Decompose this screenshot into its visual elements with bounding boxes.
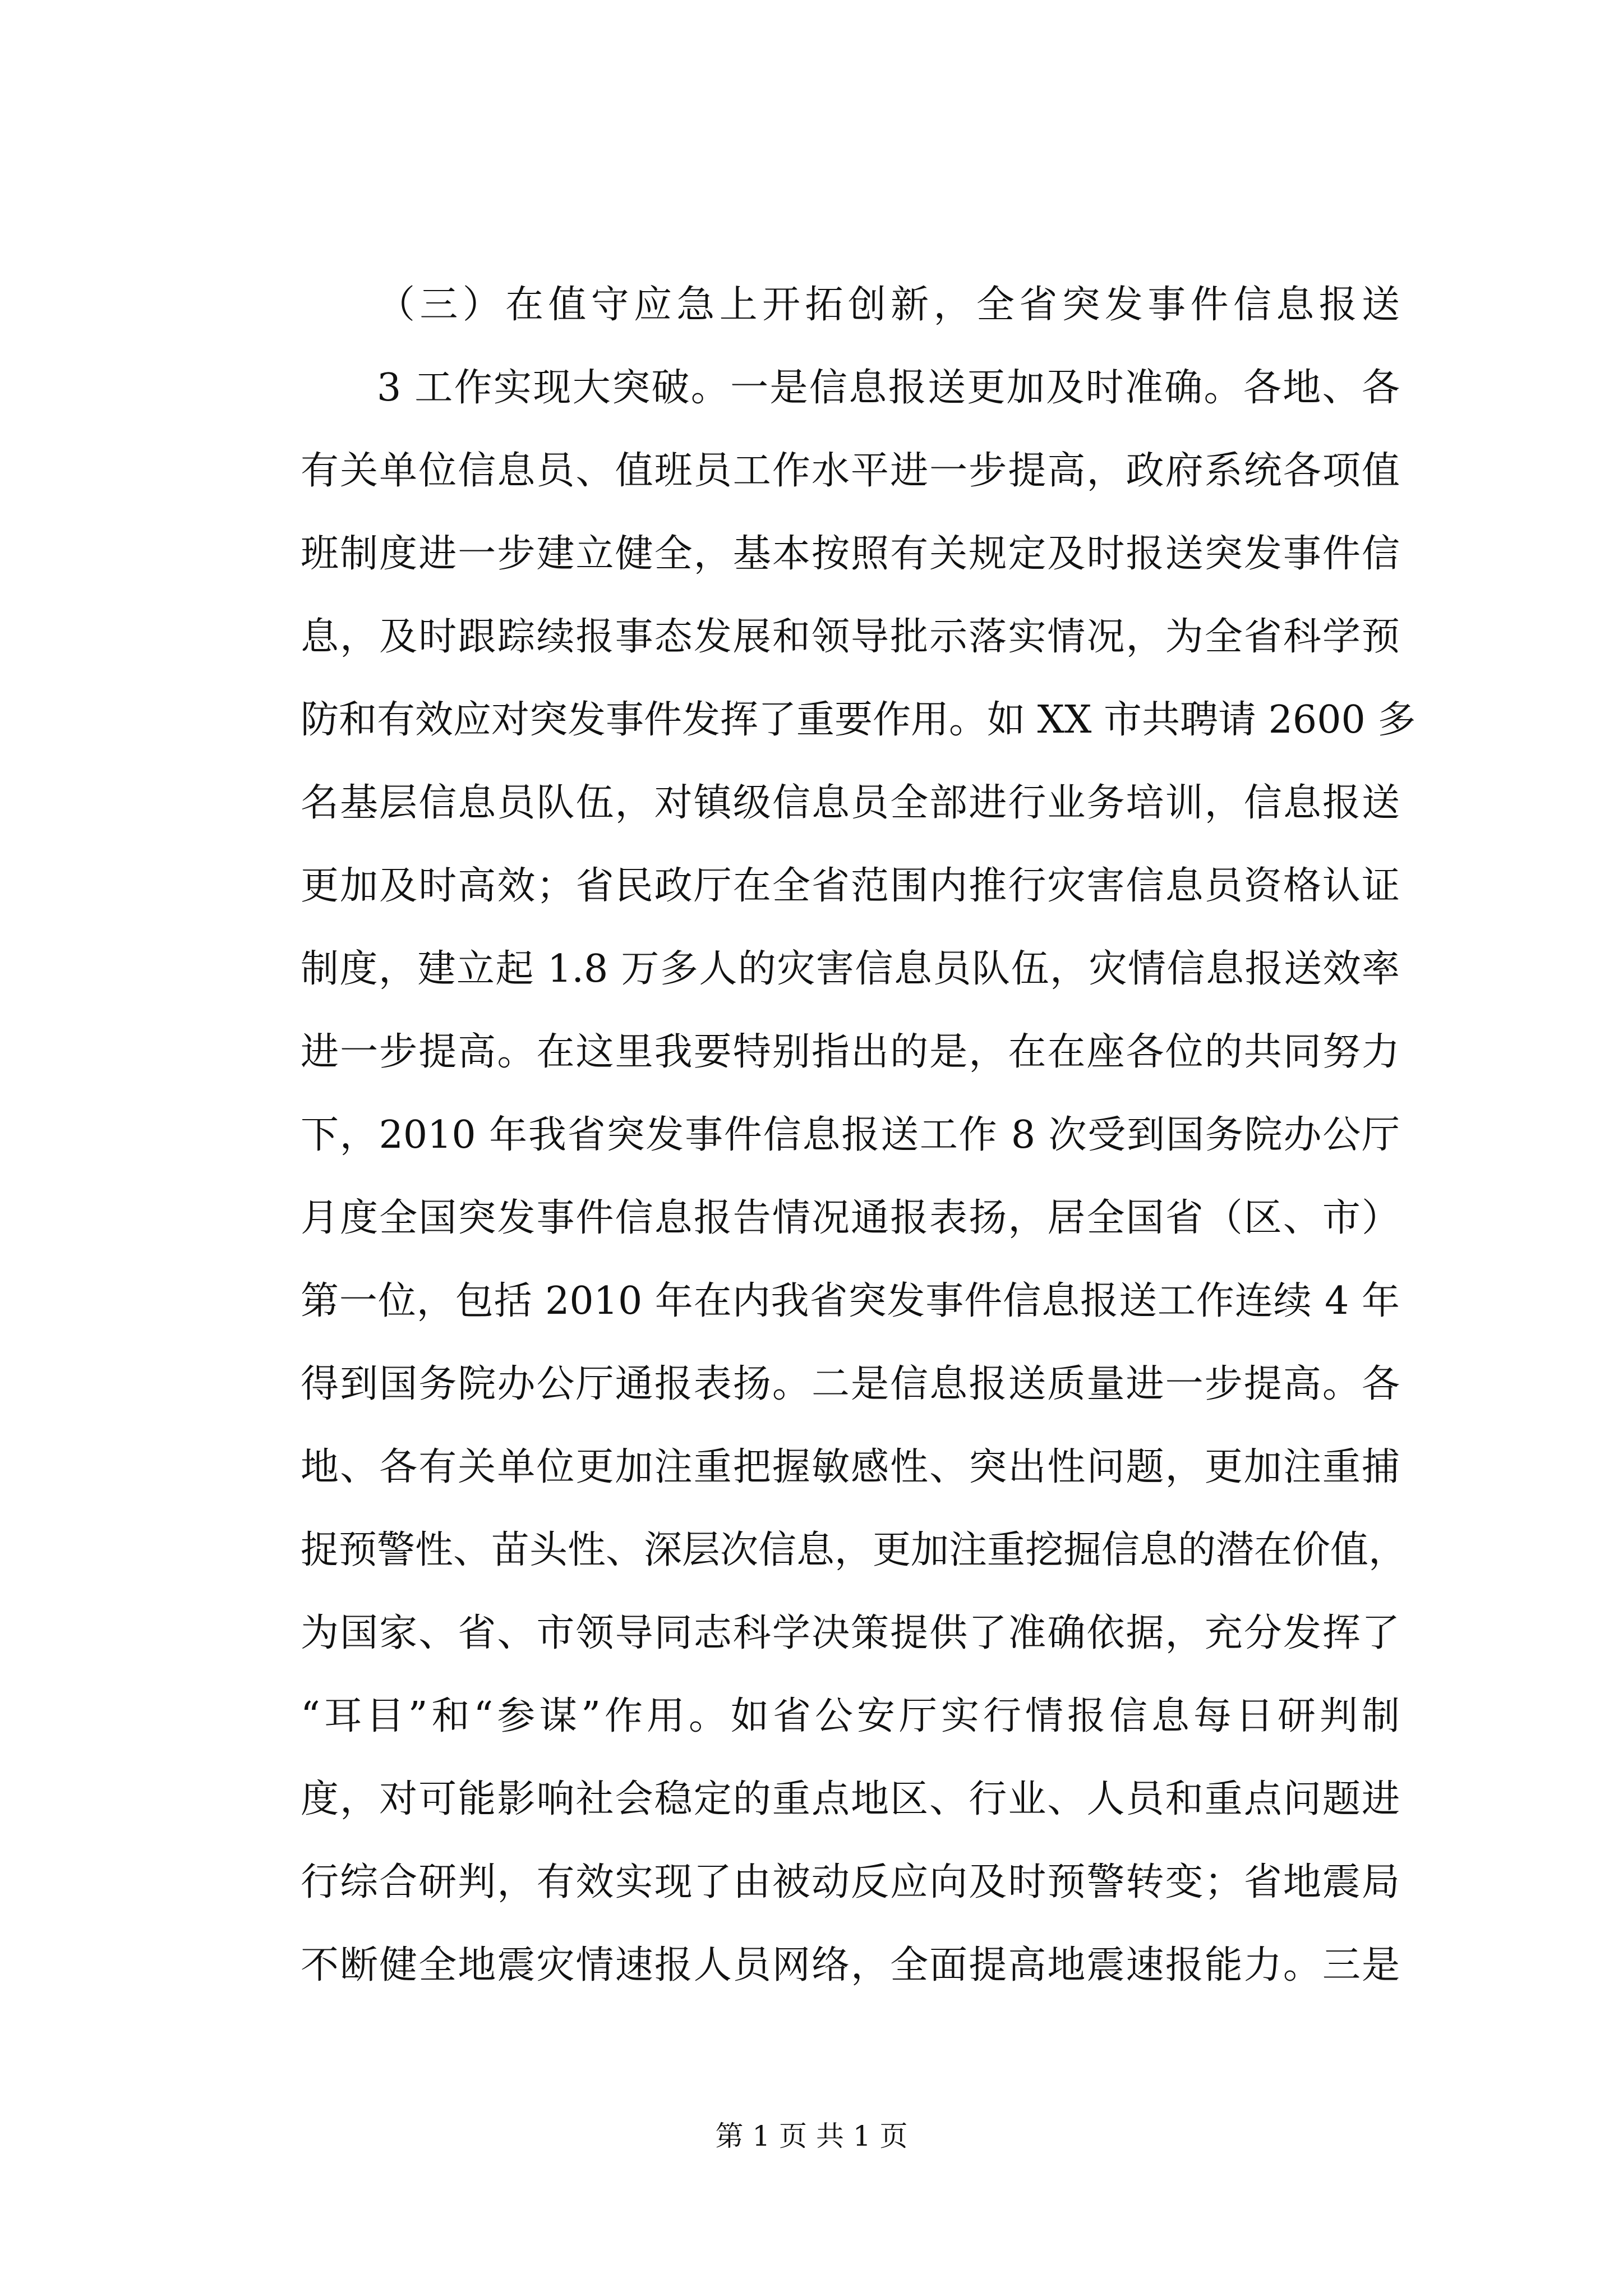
paragraph-line: 班制度进一步建立健全，基本按照有关规定及时报送突发事件信 <box>301 532 1400 576</box>
paragraph-line: 息，及时跟踪续报事态发展和领导批示落实情况，为全省科学预 <box>301 615 1400 659</box>
paragraph-line: （三）在值守应急上开拓创新，全省突发事件信息报送 <box>377 283 1400 327</box>
page-number-label: 第 1 页 共 1 页 <box>715 2120 908 2152</box>
paragraph-line: 名基层信息员队伍，对镇级信息员全部进行业务培训，信息报送 <box>301 781 1400 825</box>
paragraph-line: 地、各有关单位更加注重把握敏感性、突出性问题，更加注重捕 <box>301 1445 1400 1489</box>
paragraph-line: 捉预警性、苗头性、深层次信息，更加注重挖掘信息的潜在价值， <box>301 1528 1407 1572</box>
paragraph-line: 更加及时高效；省民政厅在全省范围内推行灾害信息员资格认证 <box>301 864 1400 908</box>
paragraph-line: 第一位，包括 2010 年在内我省突发事件信息报送工作连续 4 年 <box>301 1279 1400 1323</box>
paragraph-line: 不断健全地震灾情速报人员网络，全面提高地震速报能力。三是 <box>301 1943 1400 1987</box>
paragraph-line: 制度，建立起 1.8 万多人的灾害信息员队伍，灾情信息报送效率 <box>301 947 1400 991</box>
paragraph-line: 月度全国突发事件信息报告情况通报表扬，居全国省（区、市） <box>301 1196 1400 1240</box>
paragraph-line: 进一步提高。在这里我要特别指出的是，在在座各位的共同努力 <box>301 1030 1400 1074</box>
paragraph-line: 有关单位信息员、值班员工作水平进一步提高，政府系统各项值 <box>301 449 1400 493</box>
paragraph-line: 防和有效应对突发事件发挥了重要作用。如 XX 市共聘请 2600 多 <box>301 698 1416 742</box>
paragraph-line: 下，2010 年我省突发事件信息报送工作 8 次受到国务院办公厅 <box>301 1113 1400 1157</box>
paragraph-line: 得到国务院办公厅通报表扬。二是信息报送质量进一步提高。各 <box>301 1362 1400 1406</box>
paragraph-line: 为国家、省、市领导同志科学决策提供了准确依据，充分发挥了 <box>301 1611 1400 1655</box>
paragraph-line: 行综合研判，有效实现了由被动反应向及时预警转变；省地震局 <box>301 1860 1400 1904</box>
body-text <box>301 264 1416 2007</box>
paragraph-line: 3 工作实现大突破。一是信息报送更加及时准确。各地、各 <box>377 366 1400 410</box>
paragraph-line: 度，对可能影响社会稳定的重点地区、行业、人员和重点问题进 <box>301 1777 1400 1821</box>
paragraph-line: “耳目”和“参谋”作用。如省公安厅实行情报信息每日研判制 <box>301 1694 1400 1738</box>
page-footer <box>0 2114 1623 2159</box>
